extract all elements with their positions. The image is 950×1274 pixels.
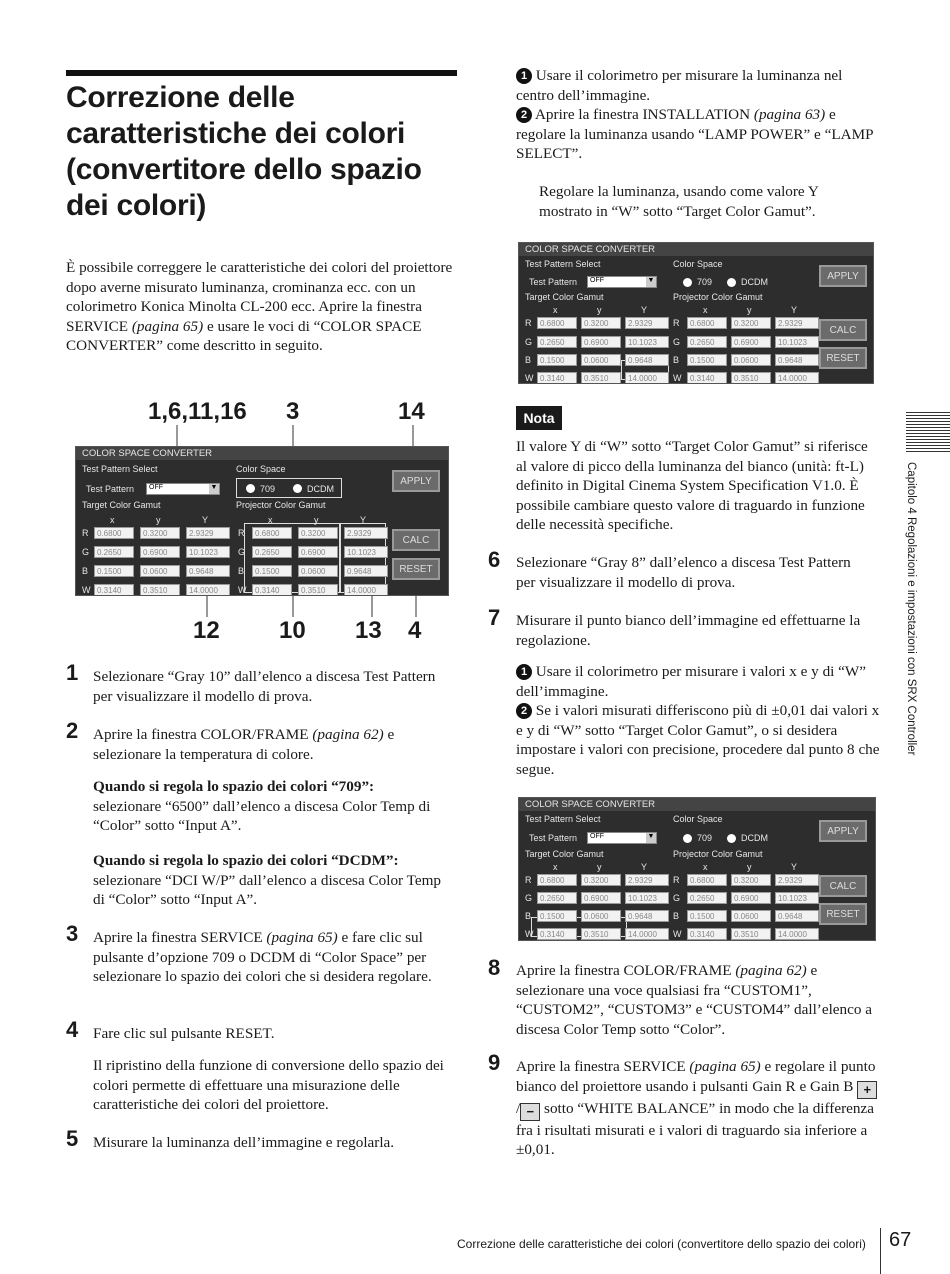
callout-4: 4 [408, 617, 422, 644]
target-value-cell: 2.9329 [625, 317, 669, 329]
step-6-text: Selezionare “Gray 8” dall’elenco a discesa Test Pattern per visualizzare il modello di prova. [516, 554, 851, 591]
step-9-text-c: sotto “WHITE BALANCE” in modo che la differenza fra i risultati misurati e i valori di traguardo sia inferiore a ±0,01. [516, 1099, 874, 1159]
projector-col-header: Y [791, 305, 798, 315]
target-value-cell: 0.1500 [537, 910, 577, 922]
target-value-cell: 0.0600 [581, 910, 621, 922]
chevron-down-icon: ▼ [646, 833, 656, 843]
row-label: B [525, 911, 532, 921]
projector-value-cell: 10.1023 [775, 336, 819, 348]
apply-button[interactable]: APPLY [819, 265, 867, 287]
step-9-page-ref: (pagina 65) [689, 1058, 761, 1075]
step-5-substep-2-page-ref: (pagina 63) [753, 106, 826, 123]
panel-header: COLOR SPACE CONVERTER [519, 798, 875, 811]
step-5-substep-2-text-b: e regolare la luminanza usando “LAMP POWER” e “LAMP SELECT”. [516, 106, 873, 163]
projector-col-header: x [703, 862, 708, 872]
projector-value-cell: 0.3510 [298, 584, 338, 596]
intro-text-3: e usare le voci di “COLOR SPACE CONVERTER” come descritto in seguito. [66, 317, 422, 355]
target-value-cell: 0.2650 [537, 336, 577, 348]
target-value-cell: 0.9648 [625, 910, 669, 922]
projector-gamut-label: Projector Color Gamut [673, 292, 763, 302]
projector-value-cell: 2.9329 [344, 527, 388, 539]
target-gamut-label: Target Color Gamut [525, 849, 604, 859]
dropdown-value: OFF [590, 833, 604, 840]
projector-value-cell: 0.6800 [687, 874, 727, 886]
target-value-cell: 0.3200 [581, 317, 621, 329]
radio-709[interactable] [683, 834, 692, 843]
target-value-cell: 10.1023 [625, 892, 669, 904]
target-col-header: Y [202, 515, 209, 525]
panel-header: COLOR SPACE CONVERTER [519, 243, 873, 256]
radio-dcdm[interactable] [727, 834, 736, 843]
row-label: W [673, 373, 682, 383]
target-col-header: x [553, 305, 558, 315]
projector-value-cell: 0.0600 [731, 354, 771, 366]
projector-value-cell: 0.3510 [731, 372, 771, 384]
projector-value-cell: 10.1023 [344, 546, 388, 558]
projector-value-cell: 0.9648 [775, 354, 819, 366]
step-3-text-b: e fare clic sul pulsante d’opzione 709 o DCDM di “Color Space” per selezionare lo spazio dei colori che si desidera regolare. [93, 929, 432, 986]
step-2-709-text: selezionare “6500” dall’elenco a discesa Color Temp di “Color” sotto “Input A”. [93, 797, 431, 835]
radio-dcdm-label: DCDM [741, 277, 768, 287]
chevron-down-icon: ▼ [209, 484, 219, 494]
step-8-text-a: Aprire la finestra COLOR/FRAME [516, 962, 736, 979]
target-value-cell: 0.9648 [625, 354, 669, 366]
target-col-header: y [597, 862, 602, 872]
projector-col-header: y [314, 515, 319, 525]
target-value-cell: 14.0000 [186, 584, 230, 596]
row-label: G [82, 547, 90, 557]
step-5-substep-1 [516, 66, 880, 105]
projector-value-cell: 0.6800 [687, 317, 727, 329]
projector-value-cell: 0.6800 [252, 527, 292, 539]
row-label: B [673, 911, 680, 921]
target-col-header: x [553, 862, 558, 872]
radio-709[interactable] [246, 484, 255, 493]
projector-value-cell: 0.2650 [687, 892, 727, 904]
step-8-text-b: e selezionare una voce qualsiasi fra “CUSTOM1”, “CUSTOM2”, “CUSTOM3” e “CUSTOM4” dall’elenco a discesa Color Temp sotto “Color”. [516, 962, 873, 1038]
footer-text: Correzione delle caratteristiche dei colori (convertitore dello spazio dei colori) [457, 1237, 866, 1251]
chapter-side-label: Capitolo 4 Regolazioni e impostazioni con SRX Controller [905, 462, 917, 756]
intro-text-1: È possibile correggere le caratteristiche dei colori del proiettore dopo averne misurato luminanza, crominanza ecc. con un colorimetro Konica Minolta CL-200 ecc. [66, 259, 453, 316]
callout-12: 12 [193, 617, 220, 644]
step-2-text-a: Aprire la finestra COLOR/FRAME [93, 726, 313, 743]
target-value-cell: 0.3200 [581, 874, 621, 886]
projector-gamut-label: Projector Color Gamut [236, 500, 326, 510]
target-value-cell: 2.9329 [625, 874, 669, 886]
target-value-cell: 0.1500 [537, 354, 577, 366]
reset-button[interactable]: RESET [392, 558, 440, 580]
step-number: 3 [66, 921, 79, 946]
radio-dcdm-label: DCDM [741, 833, 768, 843]
step-7-substep-2-text: Se i valori misurati differiscono più di ±0,01 dai valori x e y di “W” sotto “Target Color Gamut”, o si desidera impostare i valori con precisione, procedere dal punto 8 che segue. [516, 702, 880, 778]
projector-col-header: Y [791, 862, 798, 872]
step-number: 1 [66, 660, 79, 685]
radio-709[interactable] [683, 278, 692, 287]
target-value-cell: 0.3510 [581, 928, 621, 940]
step-3-text [93, 928, 455, 987]
target-value-cell: 0.6900 [140, 546, 180, 558]
step-9-text-b: e regolare il punto bianco del proiettore usando i pulsanti Gain R e Gain B [516, 1058, 876, 1095]
row-label: R [525, 875, 532, 885]
apply-button[interactable]: APPLY [819, 820, 867, 842]
step-9-text-a: Aprire la finestra SERVICE [516, 1058, 690, 1075]
circled-number-2: 2 [516, 107, 532, 123]
row-label: R [82, 528, 89, 538]
target-gamut-label: Target Color Gamut [82, 500, 161, 510]
row-label: B [82, 566, 89, 576]
projector-value-cell: 0.9648 [775, 910, 819, 922]
panel-header: COLOR SPACE CONVERTER [76, 447, 448, 460]
projector-value-cell: 0.3200 [731, 317, 771, 329]
callout-14: 14 [398, 398, 425, 425]
row-label: G [238, 547, 246, 557]
target-value-cell: 0.2650 [537, 892, 577, 904]
step-3-page-ref: (pagina 65) [266, 929, 338, 946]
projector-value-cell: 0.3140 [687, 372, 727, 384]
calc-button[interactable]: CALC [819, 875, 867, 897]
target-value-cell: 0.3140 [537, 372, 577, 384]
projector-col-header: y [747, 862, 752, 872]
row-label: W [525, 929, 534, 939]
projector-value-cell: 0.3200 [298, 527, 338, 539]
projector-gamut-label: Projector Color Gamut [673, 849, 763, 859]
apply-button[interactable]: APPLY [392, 470, 440, 492]
target-value-cell: 0.6900 [581, 892, 621, 904]
step-3-text-a: Aprire la finestra SERVICE [93, 929, 267, 946]
radio-709-label: 709 [697, 833, 713, 843]
projector-value-cell: 0.9648 [344, 565, 388, 577]
test-pattern-label: Test Pattern [529, 833, 578, 843]
target-value-cell: 10.1023 [186, 546, 230, 558]
nota-badge: Nota [516, 406, 562, 430]
callout-10: 10 [279, 617, 306, 644]
target-value-cell: 0.3140 [537, 928, 577, 940]
step-8-page-ref: (pagina 62) [735, 962, 807, 979]
target-col-header: Y [641, 862, 648, 872]
target-value-cell: 0.6800 [94, 527, 134, 539]
test-pattern-dropdown[interactable] [146, 483, 220, 495]
test-pattern-dropdown[interactable] [587, 276, 657, 288]
target-value-cell: 0.6800 [537, 874, 577, 886]
row-label: G [525, 893, 533, 903]
projector-value-cell: 0.3510 [731, 928, 771, 940]
row-label: B [525, 355, 532, 365]
color-space-converter-panel-c [518, 797, 876, 941]
radio-709-label: 709 [260, 484, 276, 494]
target-value-cell: 0.3200 [140, 527, 180, 539]
calc-button[interactable]: CALC [819, 319, 867, 341]
row-label: R [525, 318, 532, 328]
target-value-cell: 2.9329 [186, 527, 230, 539]
slash-text: / [516, 1099, 521, 1117]
row-label: R [238, 528, 245, 538]
step-2-dcdm-block [93, 851, 455, 910]
row-label: W [673, 929, 682, 939]
chevron-down-icon: ▼ [646, 277, 656, 287]
test-pattern-select-label: Test Pattern Select [525, 814, 601, 824]
projector-value-cell: 0.2650 [252, 546, 292, 558]
test-pattern-select-label: Test Pattern Select [82, 464, 158, 474]
step-number: 9 [488, 1050, 501, 1075]
step-number: 2 [66, 718, 79, 743]
projector-col-header: Y [360, 515, 367, 525]
projector-value-cell: 14.0000 [775, 928, 819, 940]
projector-value-cell: 2.9329 [775, 874, 819, 886]
step-4-paragraph: Il ripristino della funzione di conversione dello spazio dei colori permette di effettuare una misurazione delle caratteristiche dei colori del proiettore. [93, 1057, 444, 1114]
test-pattern-dropdown[interactable] [587, 832, 657, 844]
circled-number-2: 2 [516, 703, 532, 719]
step-number: 8 [488, 955, 501, 980]
target-value-cell: 14.0000 [625, 928, 669, 940]
projector-value-cell: 14.0000 [775, 372, 819, 384]
row-label: G [673, 893, 681, 903]
target-value-cell: 0.0600 [140, 565, 180, 577]
nota-text: Il valore Y di “W” sotto “Target Color Gamut” si riferisce al valore di picco della luminanza del bianco (unità: ft-L) definito in Digital Cinema System Specification V1.0. È possibile cambiare questo valore di traguardo in funzione delle necessità specifiche. [516, 438, 868, 534]
target-value-cell: 0.3140 [94, 584, 134, 596]
row-label: W [525, 373, 534, 383]
step-2-dcdm-text: selezionare “DCI W/P” dall’elenco a discesa Color Temp di “Color” sotto “Input A”. [93, 871, 441, 909]
color-space-converter-panel-b [518, 242, 874, 384]
circled-number-1: 1 [516, 68, 532, 84]
projector-value-cell: 0.2650 [687, 336, 727, 348]
minus-icon: − [520, 1103, 540, 1121]
calc-button[interactable]: CALC [392, 529, 440, 551]
row-label: W [82, 585, 91, 595]
step-2-page-ref: (pagina 62) [312, 726, 384, 743]
target-value-cell: 0.3510 [581, 372, 621, 384]
row-label: R [673, 875, 680, 885]
footer-divider [880, 1228, 881, 1274]
projector-col-header: x [268, 515, 273, 525]
step-number: 6 [488, 547, 501, 572]
projector-value-cell: 0.6900 [731, 892, 771, 904]
step-5-substep-2-text-a: Aprire la finestra INSTALLATION [534, 106, 754, 123]
projector-value-cell: 0.6900 [731, 336, 771, 348]
radio-709-label: 709 [697, 277, 713, 287]
step-2-709-heading: Quando si regola lo spazio dei colori “709”: [93, 778, 375, 795]
target-value-cell: 10.1023 [625, 336, 669, 348]
test-pattern-label: Test Pattern [86, 484, 135, 494]
step-number: 4 [66, 1017, 79, 1042]
projector-value-cell: 0.3200 [731, 874, 771, 886]
row-label: B [238, 566, 245, 576]
row-label: G [673, 337, 681, 347]
chapter-side-label-box [905, 462, 933, 782]
dropdown-value: OFF [149, 484, 163, 491]
color-space-label: Color Space [673, 259, 723, 269]
step-7-substep-1 [516, 662, 880, 701]
target-value-cell: 0.9648 [186, 565, 230, 577]
target-value-cell: 14.0000 [625, 372, 669, 384]
target-col-header: Y [641, 305, 648, 315]
target-value-cell: 0.6800 [537, 317, 577, 329]
row-label: G [525, 337, 533, 347]
projector-value-cell: 0.1500 [687, 910, 727, 922]
step-5-paragraph: Regolare la luminanza, usando come valore Y mostrato in “W” sotto “Target Color Gamut”. [539, 183, 819, 220]
radio-dcdm[interactable] [727, 278, 736, 287]
callout-13: 13 [355, 617, 382, 644]
step-8-text [516, 961, 876, 1039]
projector-value-cell: 0.0600 [731, 910, 771, 922]
radio-dcdm-label: DCDM [307, 484, 334, 494]
projector-value-cell: 2.9329 [775, 317, 819, 329]
row-label: B [673, 355, 680, 365]
step-9-text [516, 1057, 880, 1160]
test-pattern-label: Test Pattern [529, 277, 578, 287]
target-gamut-label: Target Color Gamut [525, 292, 604, 302]
callout-1-6-11-16: 1,6,11,16 [148, 398, 247, 425]
projector-col-header: y [747, 305, 752, 315]
step-7-substep-2 [516, 701, 880, 779]
step-2-text [93, 725, 443, 764]
projector-value-cell: 14.0000 [344, 584, 388, 596]
projector-value-cell: 0.6900 [298, 546, 338, 558]
page-title: Correzione delle caratteristiche dei colori (convertitore dello spazio dei colori) [66, 81, 422, 222]
row-label: W [238, 585, 247, 595]
projector-col-header: x [703, 305, 708, 315]
step-1-text: Selezionare “Gray 10” dall’elenco a discesa Test Pattern per visualizzare il modello di prova. [93, 668, 436, 705]
step-5-text: Misurare la luminanza dell’immagine e regolarla. [93, 1134, 395, 1151]
radio-dcdm[interactable] [293, 484, 302, 493]
target-value-cell: 0.3510 [140, 584, 180, 596]
step-5-substep-1-text: Usare il colorimetro per misurare la luminanza nel centro dell’immagine. [516, 67, 843, 104]
intro-text-2: Aprire la finestra SERVICE [66, 298, 422, 335]
intro-page-ref: (pagina 65) [131, 317, 204, 335]
step-7-substep-1-text: Usare il colorimetro per misurare i valori x e y di “W” dell’immagine. [516, 663, 866, 700]
color-space-label: Color Space [236, 464, 286, 474]
target-value-cell: 0.1500 [94, 565, 134, 577]
step-7-text: Misurare il punto bianco dell’immagine ed effettuarne la regolazione. [516, 612, 861, 649]
step-number: 5 [66, 1126, 79, 1151]
page-number: 67 [889, 1229, 912, 1251]
target-value-cell: 0.0600 [581, 354, 621, 366]
reset-button[interactable]: RESET [819, 347, 867, 369]
color-space-converter-panel-main [75, 446, 449, 596]
step-4-text: Fare clic sul pulsante RESET. [93, 1025, 275, 1042]
row-label: R [673, 318, 680, 328]
color-space-label: Color Space [673, 814, 723, 824]
circled-number-1: 1 [516, 664, 532, 680]
target-value-cell: 0.6900 [581, 336, 621, 348]
chapter-tab-marker [906, 412, 950, 452]
step-2-dcdm-heading: Quando si regola lo spazio dei colori “DCDM”: [93, 852, 399, 869]
target-value-cell: 0.2650 [94, 546, 134, 558]
test-pattern-select-label: Test Pattern Select [525, 259, 601, 269]
projector-value-cell: 0.3140 [687, 928, 727, 940]
step-2-709-block [93, 777, 455, 836]
plus-icon: + [857, 1081, 877, 1099]
step-5-substep-2 [516, 105, 880, 164]
target-col-header: x [110, 515, 115, 525]
callout-3: 3 [286, 398, 300, 425]
projector-value-cell: 0.1500 [252, 565, 292, 577]
reset-button[interactable]: RESET [819, 903, 867, 925]
target-col-header: y [597, 305, 602, 315]
projector-value-cell: 10.1023 [775, 892, 819, 904]
dropdown-value: OFF [590, 277, 604, 284]
projector-value-cell: 0.1500 [687, 354, 727, 366]
target-col-header: y [156, 515, 161, 525]
projector-value-cell: 0.3140 [252, 584, 292, 596]
step-number: 7 [488, 605, 501, 630]
projector-value-cell: 0.0600 [298, 565, 338, 577]
step-2-text-b: e selezionare la temperatura di colore. [93, 726, 395, 763]
